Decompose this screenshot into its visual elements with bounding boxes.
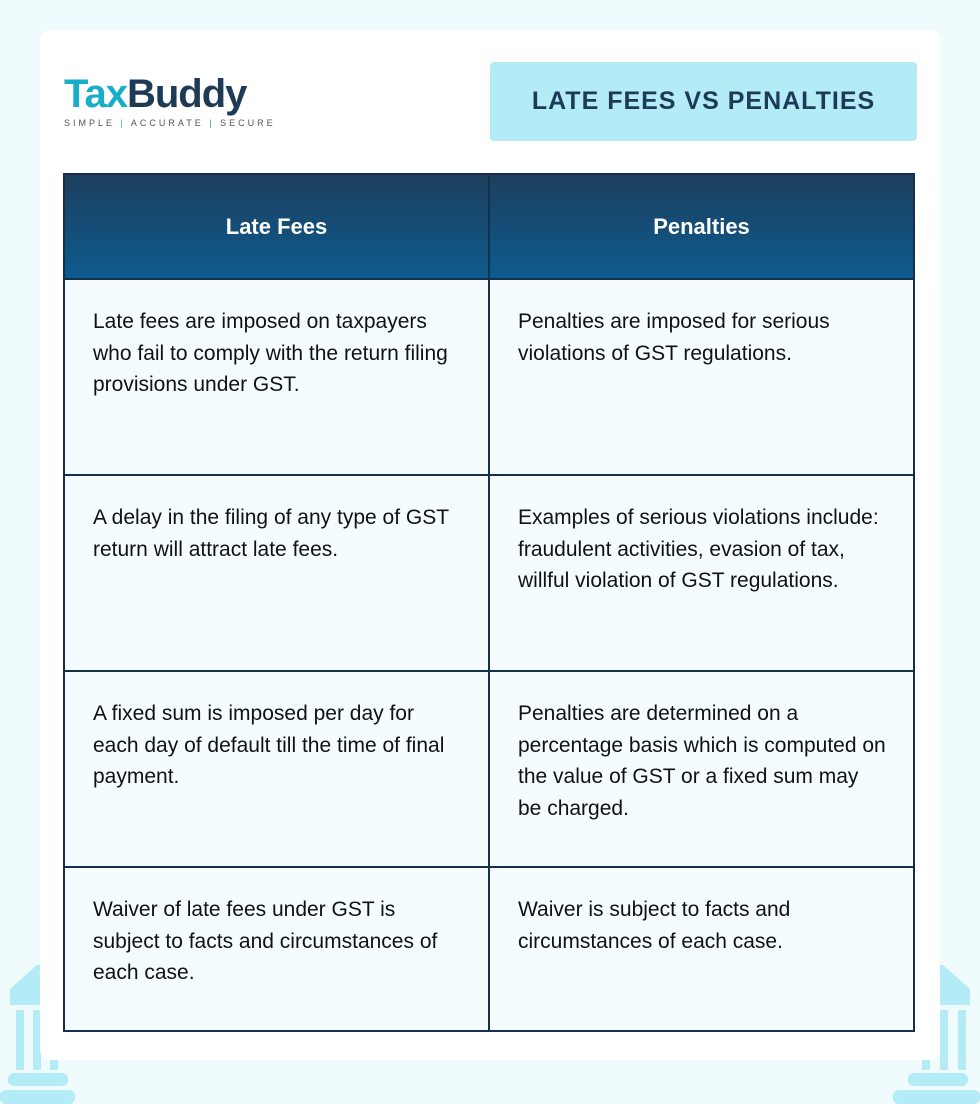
- tagline-secure: SECURE: [220, 118, 276, 128]
- logo-tagline: SIMPLE | ACCURATE | SECURE: [64, 118, 276, 128]
- table-row: [64, 671, 914, 867]
- taxbuddy-logo: [64, 72, 276, 128]
- table-row: [64, 475, 914, 671]
- header-penalties: Penalties: [489, 174, 914, 279]
- cell-penalties: Examples of serious violations include: fraudulent activities, evasion of tax, willful violation of GST regulations.: [489, 475, 914, 671]
- logo-text-buddy: Buddy: [126, 72, 247, 116]
- page-title: LATE FEES VS PENALTIES: [490, 62, 917, 141]
- cell-penalties: Waiver is subject to facts and circumstances of each case.: [489, 867, 914, 1031]
- cell-late-fees: A fixed sum is imposed per day for each day of default till the time of final payment.: [64, 671, 489, 867]
- table-row: [64, 279, 914, 475]
- comparison-table: [63, 173, 915, 1032]
- cell-late-fees: Late fees are imposed on taxpayers who fail to comply with the return filing provisions under GST.: [64, 279, 489, 475]
- cell-penalties: Penalties are determined on a percentage basis which is computed on the value of GST or a fixed sum may be charged.: [489, 671, 914, 867]
- header-late-fees: Late Fees: [64, 174, 489, 279]
- tagline-simple: SIMPLE: [64, 118, 116, 128]
- tagline-accurate: ACCURATE: [130, 118, 204, 128]
- cell-late-fees: A delay in the filing of any type of GST return will attract late fees.: [64, 475, 489, 671]
- cell-penalties: Penalties are imposed for serious violations of GST regulations.: [489, 279, 914, 475]
- logo-text-tax: Tax: [64, 72, 127, 116]
- cell-late-fees: Waiver of late fees under GST is subject to facts and circumstances of each case.: [64, 867, 489, 1031]
- table-row: [64, 867, 914, 1031]
